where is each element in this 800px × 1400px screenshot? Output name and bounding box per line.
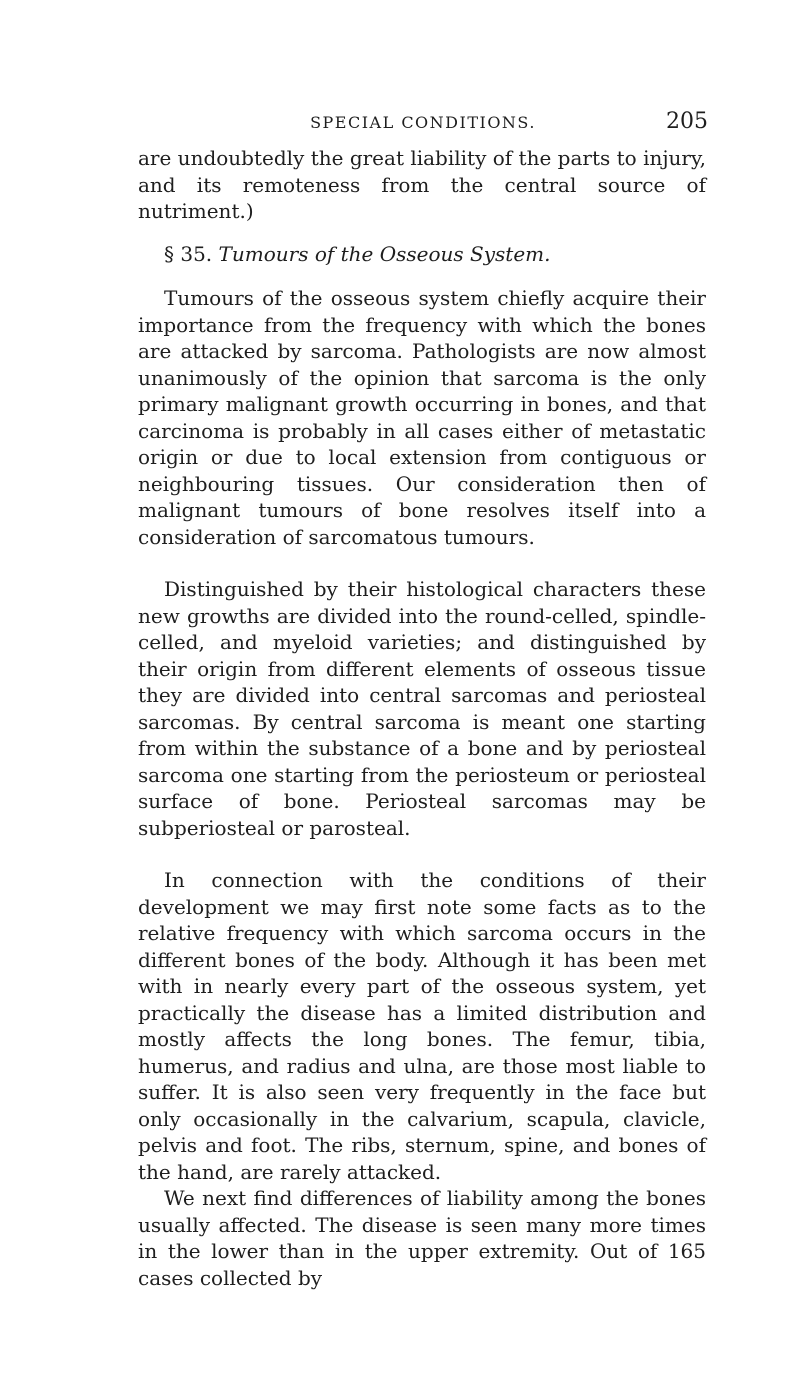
continuation-paragraph: are undoubtedly the great liability of the parts to injury, and its remoteness from the central source of nutriment.) (138, 146, 706, 223)
paragraph-connection: In connection with the conditions of their development we may first note some facts as to the relative frequency with which sarcoma occurs in the different bones of the body. Although it has been met with in nearly every part of the osseous system, yet practically the disease has a limited distribution and mostly affects the long bones. The femur, tibia, humerus, and radius and ulna, are those most liable to suffer. It is also seen very frequently in the face but only occasionally in the calvarium, scapula, clavicle, pelvis and foot. The ribs, sternum, spine, and bones of the hand, are rarely attacked. (138, 868, 706, 1184)
section-number: § 35. (164, 241, 213, 266)
paragraph-differences: We next find differences of liability among the bones usually affected. The disease is seen many more times in the lower than in the upper extremity. Out of 165 cases collected by (138, 1186, 706, 1290)
paragraph-distinguished: Distinguished by their histological characters these new growths are divided into the round-celled, spindle-celled, and myeloid varieties; and distinguished by their origin from different elements of osseous tissue they are divided into central sarcomas and periosteal sarcomas. By central sarcoma is meant one starting from within the substance of a bone and by periosteal sarcoma one starting from the periosteum or periosteal surface of bone. Periosteal sarcomas may be subperiosteal or parosteal. (138, 577, 706, 840)
section-heading (138, 241, 706, 268)
page-number: 205 (666, 109, 708, 134)
paragraph-tumours: Tumours of the osseous system chiefly acquire their importance from the frequency with which the bones are attacked by sarcoma. Pathologists are now almost unanimously of the opinion that sarcoma is the only primary malignant growth occurring in bones, and that carcinoma is probably in all cases either of metastatic origin or due to local extension from contiguous or neighbouring tissues. Our consideration then of malignant tumours of bone resolves itself into a consideration of sarcomatous tumours. (138, 286, 706, 549)
text-block (138, 145, 706, 1291)
running-head (138, 109, 708, 143)
section-title: Tumours of the Osseous System. (218, 241, 551, 266)
running-title: SPECIAL CONDITIONS. (310, 113, 536, 132)
